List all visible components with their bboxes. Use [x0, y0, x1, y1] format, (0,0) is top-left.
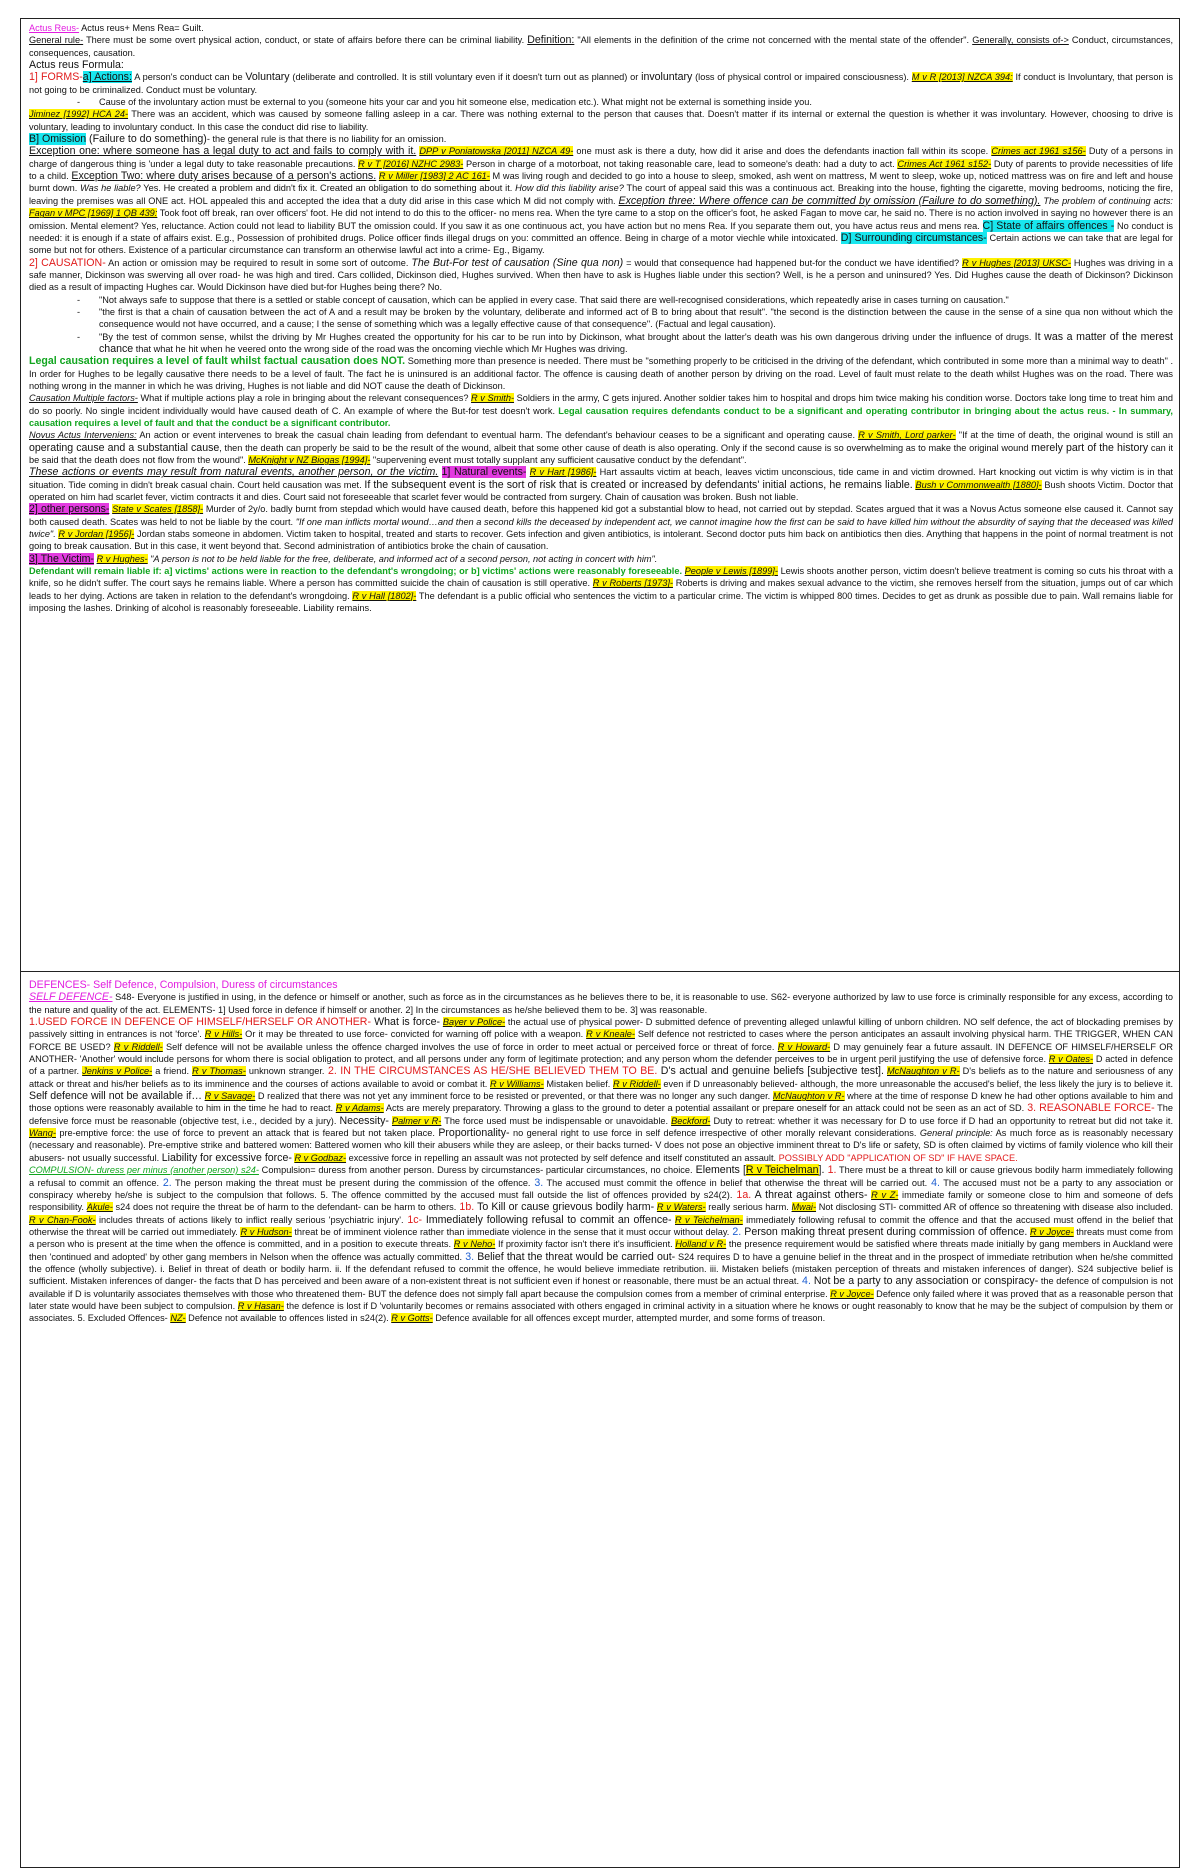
- forms-paragraph: 1] FORMS-a] Actions: A person's conduct can be Voluntary (deliberate and controlled. It is still voluntary even if it doesn't turn out as planned) or involuntary (loss of physical control or impaired consciousness). M v R [2013] NZCA 394: If conduct is Involuntary, that person is not going to be criminalized. Conduct must be voluntary.: [29, 71, 1173, 95]
- case-citation: Fagan v MPC [1969] 1 QB 439:: [29, 208, 158, 219]
- case-citation: R v Hart [1986]-: [529, 467, 597, 478]
- case-citation: Holland v R-: [675, 1239, 727, 1250]
- case-citation: R v Hughes-: [96, 553, 148, 564]
- case-citation: R v Riddell-: [113, 1041, 163, 1052]
- case-citation: Jiminez [1992] HCA 24-: [29, 109, 129, 120]
- self-defence-paragraph: SELF DEFENCE- S48- Everyone is justified in using, in the defence or himself or another, such as force as in the circumstances as he believes there to be, it is reasonable to use. S62- everyone authorized by law to use force is criminally responsible for any excess, according to the nature and quality of the act. ELEMENTS- 1] Used force in defence if himself or another. 2] In the circumstances as he/she believed them to be. 3] was reasonable.: [29, 991, 1173, 1015]
- case-citation: Bush v Commonwealth [1880]-: [915, 479, 1042, 490]
- section-title: Actus Reus-: [29, 23, 80, 33]
- general-rule-paragraph: General rule- There must be some overt physical action, conduct, or state of affairs before there can be criminal liability. Definition: "All elements in the definition of the crime not concerned with the mental state of the offender". Generally, consists of-> Conduct, circumstances, consequences, causation.: [29, 34, 1174, 58]
- case-citation: R v Oates-: [1048, 1054, 1094, 1065]
- causation-paragraph: 2] CAUSATION- An action or omission may be required to result in some sort of outcome. The But-For test of causation (Sine qua non) = would that consequence had happened but-for the conduct we have identified? R v Hughes [2013] UKSC- Hughes was driving in a safe manner, Dickinson was swerving all over road- he was high and tired. Cars collided, Dickinson died, Hughes survived. When then have to ask is Hughes liable under this section? Well, is he a person and uninsured? Yes. Did Hughes cause the death of Dickinson? Dickinson died as a result of impacting Hughes car. Would Dickinson have died but-for Hughes being there? No.: [29, 256, 1174, 293]
- case-citation: R v Hills-: [204, 1029, 243, 1040]
- case-citation: Wang-: [29, 1128, 56, 1139]
- case-citation: R v Miller [1983] 2 AC 161-: [378, 171, 490, 182]
- case-citation: R v Chan-Fook-: [29, 1214, 96, 1225]
- hughes-quotes-list: [29, 294, 1173, 356]
- exceptions-paragraph: Exception one: where someone has a legal duty to act and fails to comply with it. DPP v Poniatowska [2011] NZCA 49- one must ask is there a duty, how did it arise and does the defendants inaction fall within its scope. Crimes act 1961 s156- Duty of a persons in charge of dangerous thing is 'under a legal duty to take reasonable precautions. R v T [2016] NZHC 2983- Person in charge of a motorboat, not taking reasonable care, lead to someone's death: had a duty to act. Crimes Act 1961 s152- Duty of parents to provide necessities of life to a child. Exception Two: where duty arises because of a person's actions. R v Miller [1983] 2 AC 161- M was living rough and decided to go into a house to sleep, smoked, ash went on mattress, M went to sleep, woke up, noticed mattress was on fire and left and house burnt down. Was he liable? Yes. He created a problem and didn't fix it. Created an obligation to do something about it. How did this liability arise? The court of appeal said this was a continuous act. Breaking into the house, fighting the cigarette, moving bedrooms, noticing the fire, leaving the premises was all ONE act. HOL appealed this and accepted the idea that a duty did arise in this case which M did not comply with. Exception three: Where offence can be committed by omission (Failure to do something). The problem of continuing acts: Fagan v MPC [1969] 1 QB 439: Took foot off break, ran over officers' foot. He did not intend to do this to the officer- no mens rea. When the tyre came to a stop on the officer's foot, he asked Fagan to move car, he said no. There is no action involved in saying no however there is an omission. Mental element? Yes, reluctance. Action could not lead to liability BUT the omission could. If you saw it as one continuous act, you have action but no mens Rea. If you separate them out, you have actus reus and mens rea. C] State of affairs offences - No conduct is needed: it is enough if a state of affairs exist. E.g., Possession of prohibited drugs. Police officer finds illegal drugs on you: committed an offence. Being in charge of a motor viechle while intoxicated. D] Surrounding circumstances- Certain actions we can take that are legal for some but not for others. Existence of a particular circumstance can transform an otherwise lawful act into a crime- Eg., Bigamy.: [29, 145, 1174, 256]
- case-citation: Beckford-: [671, 1115, 711, 1126]
- case-citation: Crimes Act 1961 s152-: [897, 158, 992, 169]
- case-citation: R v Godbaz-: [294, 1152, 347, 1163]
- list-item: - "the first is that a chain of causation between the act of A and a result may be broken by the voluntary, deliberate and informed act of B to bring about that result". "the second is the distinction between the cause in the sense of a sine qua non without which the consequence would not have occurred, and a cause; I the sense of something which was a legally effective cause of that consequence". (Factual and legal causation).: [99, 306, 1173, 331]
- case-citation: Bayer v Police-: [442, 1017, 506, 1028]
- actus-reus-section: [20, 18, 1180, 972]
- case-citation: R v Waters-: [656, 1202, 706, 1213]
- victim-paragraph: 3] The Victim- R v Hughes- "A person is not to be held liable for the free, deliberate, and informed act of a second person, not acting in concert with him".: [29, 552, 658, 565]
- case-citation: Mwai-: [791, 1202, 817, 1213]
- case-citation: R v Kneale-: [586, 1029, 635, 1040]
- case-citation: Jenkins v Police-: [82, 1066, 153, 1077]
- legal-causation-paragraph: Legal causation requires a level of fault whilst factual causation does NOT. Something more than presence is needed. There must be "something properly to be criticised in the driving of the defendant, which contributed in some more than a minimal way to death" . In order for Hughes to be legally causative there needs to be a level of fault. The fact he is uninsured is an additional factor. The offence is causing death of another person by driving on the road. Level of fault must relate to the death whilst Hughes was on the road. There was nothing wrong in the manner in which he was driving, Hughes is not liable and did NOT cause the death of Dickinson.: [29, 355, 1173, 391]
- case-citation: R v Howard-: [777, 1041, 831, 1052]
- list-item: - "By the test of common sense, whilst the driving by Mr Hughes created the opportunity for his car to be run into by Dickinson, what brought about the latter's death was his own dangerous driving under the influence of drugs. It was a matter of the merest chance that what he hit when he veered onto the wrong side of the road was the oncoming viechle which Mr Hughes was driving.: [99, 331, 1173, 356]
- case-citation: NZ-: [170, 1313, 186, 1324]
- case-citation: R v Z-: [871, 1189, 899, 1200]
- section-title: DEFENCES- Self Defence, Compulsion, Duress of circumstances: [29, 979, 338, 991]
- case-citation: People v Lewis [1899]-: [684, 566, 778, 577]
- novus-actus-paragraph: Novus Actus Interveniens: An action or event intervenes to break the casual chain leading from defendant to eventual harm. The defendant's behaviour ceases to be a significant and operating cause. R v Smith, Lord parker- "If at the time of death, the original wound is still an operating cause and a substantial cause, then the death can properly be said to be the result of the wound, albeit that some other cause of death is also operating. Only if the second cause is so overwhelming as to make the original wound merely part of the history can it be said that the death does not flow from the wound". McKnight v NZ Biogas [1994]- "supervening event must totally supplant any sufficient causative conduct by the defendant".: [29, 430, 1173, 466]
- case-citation: R v Joyce-: [830, 1288, 874, 1299]
- case-citation: R v Hall [1802]-: [352, 590, 417, 601]
- case-citation: R v Neho-: [453, 1239, 496, 1250]
- other-persons-paragraph: 2] other persons- State v Scates [1858]- Murder of 2y/o. badly burnt from stepdad which would have caused death, before this happened kid got a substantial blow to head, not carried out by stepdad. Scates argued that it was a Novus Actus someone else caused it. Cannot say both caused death. Scates was held to not be liable by the court. "If one man inflicts mortal wound…and then a second kills the deceased by independent act, we cannot imagine how the first can be said to have killed him without the absurdity of saying that the deceased was killed twice". R v Jordan [1956]- Jordan stabs someone in abdomen. Victim taken to hospital, treated and starts to recover. Gets infection and given antibiotics, is intolerant. Second doctor puts him back on antibiotics then dies. Anything that happens in the point of normal treatment is not going to break causation. But in this case, it went beyond that. Second administration of antibiotics broke the chain of causation.: [29, 503, 1173, 552]
- case-citation: R v Smith, Lord parker-: [858, 430, 956, 441]
- case-citation: M v R [2013] NZCA 394:: [911, 72, 1013, 83]
- multiple-factors-paragraph: Causation Multiple factors- What if multiple actions play a role in bringing about the relevant consequences? R v Smith- Soldiers in the army, C gets injured. Another soldier takes him to hospital and drops him twice making his condition worse. Doctors take long time to treat him and do so poorly. No single incident individually would have caused death of C. An example of where the But-for test doesn't work. Legal causation requires defendants conduct to be a significant and operating contributor in bringing about the actus reus. - In summary, causation requires a level of fault and that the conduct be a significant contributor.: [29, 393, 1173, 428]
- case-citation: R v Roberts [1973]-: [592, 578, 673, 589]
- actus-reus-paragraph: Actus Reus- Actus reus+ Mens Rea= Guilt.: [29, 23, 204, 33]
- case-citation: R v Joyce-: [1030, 1226, 1074, 1237]
- case-citation: R v Williams-: [489, 1078, 544, 1089]
- omission-paragraph: B] Omission (Failure to do something)- the general rule is that there is no liability for an omission.: [29, 133, 447, 146]
- case-citation: R v Thomas-: [192, 1066, 246, 1077]
- jiminez-paragraph: Jiminez [1992] HCA 24- There was an accident, which was caused by someone falling asleep in a car. There was nothing external to the person that causes that. Doesn't matter if its internal or external the question is whether it was involuntary. However, choosing to drive is voluntary, leading to involuntary conduct. In this case the conduct did rise to liability.: [29, 109, 1173, 132]
- case-citation: Crimes act 1961 s156-: [991, 146, 1086, 157]
- case-citation: R v Jordan [1956]-: [58, 529, 135, 540]
- defences-heading: [29, 979, 1173, 991]
- case-citation: DPP v Poniatowska [2011] NZCA 49-: [419, 146, 574, 157]
- compulsion-paragraph: COMPULSION- duress per minus (another person) s24- Compulsion= duress from another person. Duress by circumstances- particular circumstances, no choice. Elements [R v Teichelman]. 1. There must be a threat to kill or cause grievous bodily harm immediately following a refusal to commit an offence. 2. The person making the threat must be present during the commission of the offence. 3. The accused must commit the offence in belief that otherwise the threat will be carried out. 4. The accused must not be a party to any association or conspiracy whereby he/she is subject to the compulsion that follows. 5. The offence committed by the accused must fall outside the list of offences provided by s24(2). 1a. A threat against others- R v Z- immediate family or someone close to him and someone of defs responsibility. Akule- s24 does not require the threat be of harm to the defendant- can be harm to others. 1b. To Kill or cause grievous bodily harm- R v Waters- really serious harm. Mwai- Not disclosing STI- committed AR of offence so threatening with disease also included. R v Chan-Fook- includes threats of actions likely to inflict really serious 'psychiatric injury'. 1c- Immediately following refusal to commit an offence- R v Teichelman- immediately following refusal to commit the offence and that the accused must offend in the belief that otherwise the threat will be carried out immediately. R v Hudson- threat be of imminent violence rather than immediate violence in the sense that it must occur without delay. 2. Person making threat present during commission of offence. R v Joyce- threats must come from a person who is present at the time when the offence is committed, and in a position to execute threats. R v Neho- If proximity factor isn't there it's insufficient. Holland v R- the presence requirement would be satisfied where threats made initially by gang members in Auckland were then 'continued and adopted' by other gang members in Nelson when the offence was actually committed. 3. Belief that the threat would be carried out- S24 requires D to have a genuine belief in the threat and in the prospect of immediate retribution when he/she committed the offence (wholly subjective). i. Belief in threat of death or bodily harm. ii. If the defendant refused to commit the offence, he would believe immediate retribution. iii. Mistaken beliefs (mistaken perception of threats and mistaken inferences of danger). S24 subjective belief is sufficient. Mistaken inferences of danger- the facts that D has perceived and been aware of a non-existent threat is not sufficient even if honest or reasonable, there must be an actual threat. 4. Not be a party to any association or conspiracy- the defence of compulsion is not available if D is voluntarily associates themselves with those who threatened them- BUT the defence does not simply fall apart because the compulsion comes from a member of criminal enterprise. R v Joyce- Defence only failed where it was proved that as a reasonable person that later state would have been subject to compulsion. R v Hasan- the defence is lost if D 'voluntarily becomes or remains associated with others engaged in criminal activity in a situation where he knows or ought reasonably to know that he may be the subject of compulsion by them or associates. 5. Excluded Offences- NZ- Defence not available to offences listed in s24(2). R v Gotts- Defence available for all offences except murder, attempted murder, and some forms of treason.: [29, 1164, 1174, 1324]
- case-citation: McKnight v NZ Biogas [1994]-: [248, 455, 371, 466]
- case-citation: R v Smith-: [471, 393, 515, 404]
- intervening-events-paragraph: These actions or events may result from natural events, another person, or the victim. 1] Natural events- R v Hart [1986]- Hart assaults victim at beach, leaves victim unconscious, tide came in and victim drowned. Hart knocking out victim is why victim is in that situation. Tide coming in didn't break casual chain. Court held causation was met. If the subsequent event is the sort of risk that is created or increased by defendants' initial actions, he remains liable. Bush v Commonwealth [1880]- Bush shoots Victim. Doctor that operated on him had scarlet fever, victim contracts it and dies. Court said not foreseeable that scarlet fever would be contracted from surgery. Chain of causation was broken. Bush not liable.: [29, 466, 1173, 503]
- case-citation: R v Riddell-: [613, 1078, 661, 1089]
- notes-page: [20, 18, 1180, 1868]
- case-citation: State v Scates [1858]-: [112, 504, 204, 515]
- list-item: - "Not always safe to suppose that there is a settled or stable concept of causation, which can be applied in every case. That said there are well-recognised considerations, which repeatedly arise in cases turning on causation.": [99, 294, 1173, 306]
- case-citation: R v Hughes [2013] UKSC-: [962, 257, 1071, 268]
- case-citation: R v Adams-: [335, 1103, 384, 1114]
- case-citation: R v Teichelman-: [674, 1214, 743, 1225]
- used-force-paragraph: 1.USED FORCE IN DEFENCE OF HIMSELF/HERSELF OR ANOTHER- What is force- Bayer v Police- the actual use of physical power- D submitted defence of preventing alleged unlawful killing of unborn children. NO self defence, the act of blockading premises by passively sitting in entrances is not 'force'. R v Hills- Or it may be threated to use force- convicted for warning off police with a weapon. R v Kneale- Self defence not restricted to cases where the person anticipates an assault involving physical harm. THE TRIGGER, WHEN CAN FORCE BE USED? R v Riddell- Self defence will not be available unless the offence charged involves the use of force in order to meet actual or perceived force or threat of force. R v Howard- D may genuinely fear a future assault. IN DEFENCE OF HIMSELF/HERSELF OR ANOTHER- 'Another' would include persons for whom there is social obligation to protect, and all persons under any form of legitimate protection; and any person whom the defender perceives to be in urgent peril justifying the use of defensive force. R v Oates- D acted in defence of a partner. Jenkins v Police- a friend. R v Thomas- unknown stranger. 2. IN THE CIRCUMSTANCES AS HE/SHE BELIEVED THEM TO BE. D's actual and genuine beliefs [subjective test]. McNaughton v R- D's beliefs as to the nature and seriousness of any attack or threat and his/her beliefs as to its imminence and the courses of actions available to avoid or combat it. R v Williams- Mistaken belief. R v Riddell- even if D unreasonably believed- although, the more unreasonable the accused's belief, the less likely the jury is to believe it. Self defence will not be available if… R v Savage- D realized that there was not yet any imminent force to be resisted or prevented, or that there was no longer any such danger. McNaughton v R- where at the time of response D knew he had other options available to him and those options were reasonably available to him in the time he had to react. R v Adams- Acts are merely preparatory. Throwing a glass to the ground to deter a potential assailant or prepare oneself for an attack could not be seen as an act of SD. 3. REASONABLE FORCE- The defensive force must be reasonable (objective test, i.e., decided by a jury). Necessity- Palmer v R- The force used must be indispensable or unavoidable. Beckford- Duty to retreat: whether it was necessary for D to use force if D had an opportunity to retreat but did not take it. Wang- pre-emptive force: the use of force to prevent an attack that is feared but not taken place. Proportionality- no general right to use force in self defence irrespective of other morally relevant considerations. General principle: As much force as is reasonably necessary (necessary and reasonable). Pre-emptive strike and battered women: Battered women who kill their abusers while they are asleep, or their backs turned- V does not pose an objective imminent threat to D's life or safety, SD is often claimed by victims of family violence who kill their abusers- not usually successful. Liability for excessive force- R v Godbaz- excessive force in repelling an assault was not protected by self defence and itself constituted an assault. POSSIBLY ADD "APPLICATION OF SD" IF HAVE SPACE.: [29, 1016, 1174, 1164]
- case-citation: R v T [2016] NZHC 2983-: [358, 158, 464, 169]
- forms-list: [29, 96, 1173, 108]
- case-citation: McNaughton v R-: [772, 1091, 845, 1102]
- case-citation: R v Gotts-: [391, 1313, 433, 1324]
- list-item: - Cause of the involuntary action must be external to you (someone hits your car and you hit someone else, medication etc.). What might not be external is something inside you.: [99, 96, 1173, 108]
- defences-section: [20, 972, 1180, 1868]
- victim-liability-paragraph: Defendant will remain liable if: a] victims' actions were in reaction to the defendant's wrongdoing; or b] victims' actions were reasonably foreseeable. People v Lewis [1899]- Lewis shoots another person, victim doesn't believe treatment is coming so cuts his throat with a knife, so he didn't suffer. The court says he remains liable. Where a person has committed suicide the chain of causation is still operative. R v Roberts [1973]- Roberts is driving and makes sexual advance to the victim, she removes herself from the situation, jumps out of car which leads to her dying. Actions are taken in relation to the defendant's wrongdoing. R v Hall [1802]- The defendant is a public official who sentences the victim to a particular crime. The victim is whipped 800 times. Decides to get as drunk as possible due to pain. Wall remains liable for imposing the lashes. Drinking of alcohol is reasonably foreseeable. Liability remains.: [29, 566, 1174, 614]
- case-citation: R v Hudson-: [240, 1226, 292, 1237]
- case-citation: R v Hasan-: [237, 1300, 284, 1311]
- case-citation: McNaughton v R-: [887, 1066, 960, 1077]
- case-citation: Palmer v R-: [391, 1115, 442, 1126]
- case-citation: Akule-: [86, 1202, 113, 1213]
- formula-heading: Actus reus Formula:: [29, 59, 124, 72]
- case-citation: R v Savage-: [204, 1091, 256, 1102]
